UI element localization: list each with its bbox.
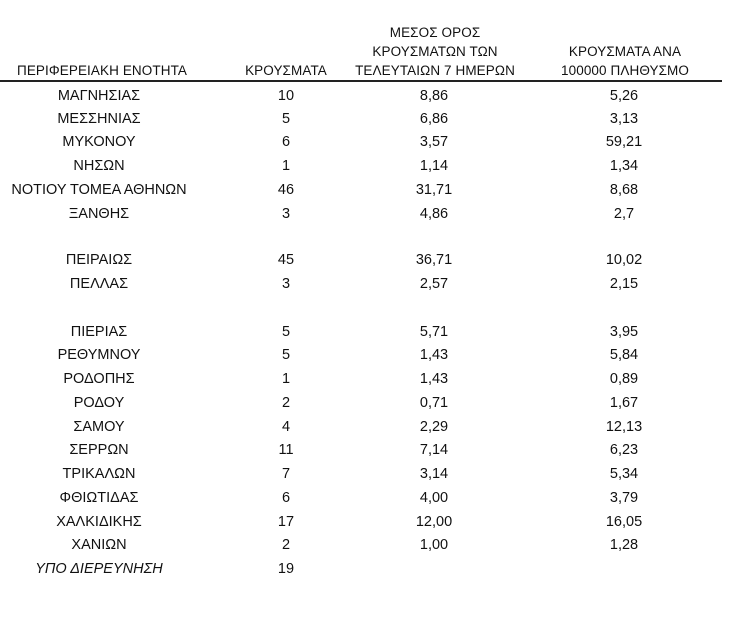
avg7-cell: 6,86 bbox=[419, 111, 449, 127]
avg7-cell: 36,71 bbox=[415, 252, 453, 268]
table-row bbox=[0, 154, 734, 178]
region-cell: ΝΟΤΙΟΥ ΤΟΜΕΑ ΑΘΗΝΩΝ bbox=[11, 182, 187, 198]
per100k-cell: 5,34 bbox=[609, 466, 639, 482]
avg7-cell: 1,43 bbox=[419, 371, 449, 387]
table-row bbox=[0, 178, 734, 202]
table-row bbox=[0, 510, 734, 534]
region-cell: ΠΙΕΡΙΑΣ bbox=[70, 324, 128, 340]
header-region bbox=[2, 61, 202, 80]
per100k-cell: 8,68 bbox=[609, 182, 639, 198]
table-row bbox=[0, 107, 734, 131]
region-cell: ΦΘΙΩΤΙΔΑΣ bbox=[59, 490, 139, 506]
per100k-cell: 1,67 bbox=[609, 395, 639, 411]
cases-cell: 17 bbox=[277, 514, 295, 530]
table-row bbox=[0, 130, 734, 154]
table-row bbox=[0, 391, 734, 415]
header-avg7-line2: ΚΡΟΥΣΜΑΤΩΝ ΤΩΝ bbox=[372, 44, 498, 59]
per100k-cell: 2,15 bbox=[609, 276, 639, 292]
table-row-under-investigation bbox=[0, 557, 734, 581]
avg7-cell: 3,14 bbox=[419, 466, 449, 482]
cases-cell: 11 bbox=[278, 442, 294, 458]
per100k-cell: 3,13 bbox=[609, 111, 639, 127]
region-cell: ΡΕΘΥΜΝΟΥ bbox=[57, 347, 141, 363]
table-row bbox=[0, 486, 734, 510]
cases-cell: 5 bbox=[281, 324, 291, 340]
per100k-cell: 10,02 bbox=[605, 252, 643, 268]
cases-cell: 1 bbox=[281, 371, 291, 387]
per100k-cell: 6,23 bbox=[609, 442, 639, 458]
cases-cell: 45 bbox=[277, 252, 295, 268]
cases-cell: 10 bbox=[277, 88, 295, 104]
per100k-cell: 3,95 bbox=[609, 324, 639, 340]
region-cell: ΝΗΣΩΝ bbox=[73, 158, 125, 174]
per100k-cell: 16,05 bbox=[605, 514, 643, 530]
cases-cell: 4 bbox=[281, 419, 291, 435]
table-row bbox=[0, 415, 734, 439]
per100k-cell: 1,34 bbox=[609, 158, 639, 174]
per100k-cell: 12,13 bbox=[605, 419, 643, 435]
cases-cell: 3 bbox=[281, 276, 291, 292]
table-row bbox=[0, 343, 734, 367]
per100k-cell: 2,7 bbox=[613, 206, 635, 222]
avg7-cell: 1,00 bbox=[419, 537, 449, 553]
cases-cell: 1 bbox=[281, 158, 291, 174]
avg7-cell: 0,71 bbox=[419, 395, 449, 411]
header-region-label: ΠΕΡΙΦΕΡΕΙΑΚΗ ΕΝΟΤΗΤΑ bbox=[16, 63, 188, 78]
region-cell: ΜΑΓΝΗΣΙΑΣ bbox=[57, 88, 141, 104]
header-per100k bbox=[536, 42, 714, 80]
region-cell: ΠΕΛΛΑΣ bbox=[69, 276, 129, 292]
header-underline bbox=[0, 80, 722, 82]
header-per100k-line2: 100000 ΠΛΗΘΥΣΜΟ bbox=[561, 63, 689, 78]
cases-cell: 7 bbox=[281, 466, 291, 482]
avg7-cell: 7,14 bbox=[419, 442, 449, 458]
cases-cell: 5 bbox=[281, 111, 291, 127]
avg7-cell: 4,00 bbox=[419, 490, 449, 506]
header-avg7-line1: ΜΕΣΟΣ ΟΡΟΣ bbox=[389, 25, 481, 40]
header-cases-label: ΚΡΟΥΣΜΑΤΑ bbox=[245, 63, 327, 78]
per100k-cell: 3,79 bbox=[609, 490, 639, 506]
table-row bbox=[0, 272, 734, 296]
region-cell: ΠΕΙΡΑΙΩΣ bbox=[65, 252, 133, 268]
region-cell: ΧΑΝΙΩΝ bbox=[71, 537, 127, 553]
header-cases bbox=[236, 61, 336, 80]
table-row bbox=[0, 462, 734, 486]
header-avg7 bbox=[346, 23, 524, 80]
cases-cell: 2 bbox=[281, 537, 291, 553]
cases-cell: 3 bbox=[281, 206, 291, 222]
region-cell: ΣΕΡΡΩΝ bbox=[69, 442, 129, 458]
per100k-cell: 5,26 bbox=[609, 88, 639, 104]
cases-cell: 46 bbox=[277, 182, 295, 198]
table-row bbox=[0, 320, 734, 344]
table-row bbox=[0, 202, 734, 226]
avg7-cell: 12,00 bbox=[415, 514, 453, 530]
avg7-cell: 8,86 bbox=[419, 88, 449, 104]
region-cell: ΞΑΝΘΗΣ bbox=[68, 206, 130, 222]
cases-cell: 19 bbox=[277, 561, 295, 577]
region-cell: ΡΟΔΟΥ bbox=[73, 395, 125, 411]
avg7-cell: 5,71 bbox=[419, 324, 449, 340]
region-cell: ΡΟΔΟΠΗΣ bbox=[63, 371, 135, 387]
table-row bbox=[0, 438, 734, 462]
table-row bbox=[0, 367, 734, 391]
cases-cell: 2 bbox=[281, 395, 291, 411]
region-cell: ΜΕΣΣΗΝΙΑΣ bbox=[57, 111, 141, 127]
cases-cell: 6 bbox=[281, 134, 291, 150]
cases-cell: 6 bbox=[281, 490, 291, 506]
region-cell: ΧΑΛΚΙΔΙΚΗΣ bbox=[56, 514, 142, 530]
table-row bbox=[0, 84, 734, 108]
avg7-cell: 1,43 bbox=[419, 347, 449, 363]
avg7-cell: 2,57 bbox=[419, 276, 449, 292]
region-cell: ΣΑΜΟΥ bbox=[73, 419, 125, 435]
per100k-cell: 0,89 bbox=[609, 371, 639, 387]
avg7-cell: 31,71 bbox=[415, 182, 453, 198]
header-per100k-line1: ΚΡΟΥΣΜΑΤΑ ΑΝΑ bbox=[568, 44, 682, 59]
avg7-cell: 3,57 bbox=[419, 134, 449, 150]
per100k-cell: 5,84 bbox=[609, 347, 639, 363]
per100k-cell: 59,21 bbox=[605, 134, 643, 150]
header-avg7-line3: ΤΕΛΕΥΤΑΙΩΝ 7 ΗΜΕΡΩΝ bbox=[355, 63, 515, 78]
avg7-cell: 2,29 bbox=[419, 419, 449, 435]
per100k-cell: 1,28 bbox=[609, 537, 639, 553]
avg7-cell: 4,86 bbox=[419, 206, 449, 222]
region-cell: ΜΥΚΟΝΟΥ bbox=[62, 134, 136, 150]
region-cell: ΤΡΙΚΑΛΩΝ bbox=[62, 466, 136, 482]
cases-cell: 5 bbox=[281, 347, 291, 363]
table-row bbox=[0, 248, 734, 272]
avg7-cell: 1,14 bbox=[419, 158, 449, 174]
region-cell: ΥΠΟ ΔΙΕΡΕΥΝΗΣΗ bbox=[35, 561, 163, 577]
table-row bbox=[0, 533, 734, 557]
